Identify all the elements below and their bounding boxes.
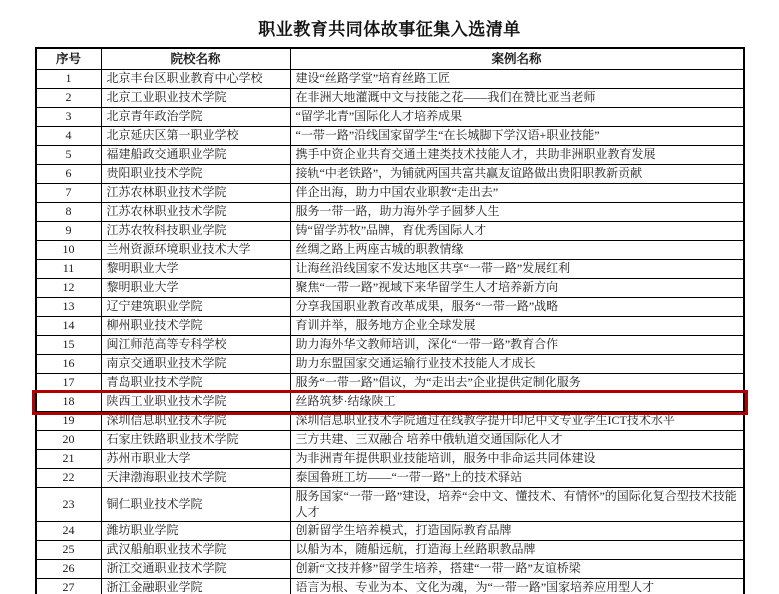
header-row: [36, 48, 744, 70]
table-row: [36, 146, 744, 165]
school-name: 陕西工业职业技术学院: [101, 393, 290, 412]
case-name: 分享我国职业教育改革成果，服务“一带一路”战略: [290, 298, 744, 317]
case-name: 让海丝沿线国家不发达地区共享“一带一路”发展红利: [290, 260, 744, 279]
row-number: 12: [36, 279, 102, 298]
school-name: 北京丰台区职业教育中心学校: [101, 70, 290, 89]
case-name: 服务国家“一带一路”建设，培养“会中文、懂技术、有情怀”的国际化复合型技术技能人才: [290, 488, 744, 522]
school-name: 江苏农林职业技术学院: [101, 184, 290, 203]
table-wrapper: [35, 47, 745, 594]
table-row: [36, 450, 744, 469]
table-row: [36, 579, 744, 594]
school-name: 福建船政交通职业学院: [101, 146, 290, 165]
row-number: 1: [36, 70, 102, 89]
case-name: 携手中资企业共育交通土建类技术技能人才，共助非洲职业教育发展: [290, 146, 744, 165]
row-number: 19: [36, 412, 102, 431]
row-number: 21: [36, 450, 102, 469]
school-name: 浙江交通职业技术学院: [101, 560, 290, 579]
table-row: [36, 541, 744, 560]
case-name: 创新留学生培养模式，打造国际教育品牌: [290, 522, 744, 541]
row-number: 4: [36, 127, 102, 146]
table-header: [36, 48, 744, 70]
table-row: [36, 431, 744, 450]
case-name: 铸“留学苏牧”品牌，育优秀国际人才: [290, 222, 744, 241]
page-title: 职业教育共同体故事征集入选清单: [258, 20, 521, 39]
column-header-case: 案例名称: [290, 48, 744, 70]
row-number: 17: [36, 374, 102, 393]
row-number: 27: [36, 579, 102, 594]
school-name: 黎明职业大学: [101, 260, 290, 279]
school-name: 浙江金融职业学院: [101, 579, 290, 594]
row-number: 9: [36, 222, 102, 241]
row-number: 10: [36, 241, 102, 260]
case-name: 接轨“中老铁路”，为铺就两国共富共赢友谊路做出贵阳职教新贡献: [290, 165, 744, 184]
school-name: 铜仁职业技术学院: [101, 488, 290, 522]
school-name: 石家庄铁路职业技术学院: [101, 431, 290, 450]
school-name: 江苏农牧科技职业学院: [101, 222, 290, 241]
table-row: [36, 279, 744, 298]
table-row: [36, 560, 744, 579]
table-row: [36, 469, 744, 488]
table-row: [36, 393, 744, 412]
school-name: 闽江师范高等专科学校: [101, 336, 290, 355]
row-number: 22: [36, 469, 102, 488]
case-name: 聚焦“一带一路”视域下来华留学生人才培养新方向: [290, 279, 744, 298]
row-number: 5: [36, 146, 102, 165]
case-name: 助力海外华文教师培训，深化“一带一路”教育合作: [290, 336, 744, 355]
school-name: 柳州职业技术学院: [101, 317, 290, 336]
case-name: 创新“文技并修”留学生培养，搭建“一带一路”友谊桥梁: [290, 560, 744, 579]
school-name: 江苏农林职业技术学院: [101, 203, 290, 222]
row-number: 14: [36, 317, 102, 336]
selection-table: [35, 47, 745, 594]
table-row: [36, 241, 744, 260]
case-name: 助力东盟国家交通运输行业技术技能人才成长: [290, 355, 744, 374]
school-name: 天津渤海职业技术学院: [101, 469, 290, 488]
case-name: 建设“丝路学堂”培育丝路工匠: [290, 70, 744, 89]
table-row: [36, 127, 744, 146]
school-name: 北京延庆区第一职业学校: [101, 127, 290, 146]
row-number: 18: [36, 393, 102, 412]
case-name: “一带一路”沿线国家留学生“在长城脚下学汉语+职业技能”: [290, 127, 744, 146]
row-number: 13: [36, 298, 102, 317]
table-row: [36, 89, 744, 108]
table-row: [36, 70, 744, 89]
school-name: 武汉船舶职业技术学院: [101, 541, 290, 560]
school-name: 苏州市职业大学: [101, 450, 290, 469]
row-number: 7: [36, 184, 102, 203]
case-name: 语言为根、专业为本、文化为魂，为“一带一路”国家培养应用型人才: [290, 579, 744, 594]
row-number: 26: [36, 560, 102, 579]
case-name: 以船为本，随船远航，打造海上丝路职教品牌: [290, 541, 744, 560]
row-number: 23: [36, 488, 102, 522]
table-row: [36, 203, 744, 222]
school-name: 北京工业职业技术学院: [101, 89, 290, 108]
table-row: [36, 522, 744, 541]
row-number: 20: [36, 431, 102, 450]
case-name: 育训并举，服务地方企业全球发展: [290, 317, 744, 336]
school-name: 南京交通职业技术学院: [101, 355, 290, 374]
school-name: 北京青年政治学院: [101, 108, 290, 127]
row-number: 6: [36, 165, 102, 184]
case-name: 服务“一带一路”倡议，为“走出去”企业提供定制化服务: [290, 374, 744, 393]
case-name: 深圳信息职业技术学院通过在线教学提升印尼中文专业学生ICT技术水平: [290, 412, 744, 431]
table-row: [36, 488, 744, 522]
row-number: 2: [36, 89, 102, 108]
case-name: 在非洲大地灌溉中文与技能之花——我们在赞比亚当老师: [290, 89, 744, 108]
table-row: [36, 374, 744, 393]
case-name: “留学北青”国际化人才培养成果: [290, 108, 744, 127]
case-name: 服务一带一路，助力海外学子圆梦人生: [290, 203, 744, 222]
table-row: [36, 336, 744, 355]
school-name: 辽宁建筑职业学院: [101, 298, 290, 317]
column-header-school: 院校名称: [101, 48, 290, 70]
school-name: 潍坊职业学院: [101, 522, 290, 541]
case-name: 三方共建、三双融合 培养中俄轨道交通国际化人才: [290, 431, 744, 450]
row-number: 15: [36, 336, 102, 355]
table-row: [36, 108, 744, 127]
table-row: [36, 260, 744, 279]
school-name: 青岛职业技术学院: [101, 374, 290, 393]
row-number: 16: [36, 355, 102, 374]
table-row: [36, 222, 744, 241]
table-row: [36, 298, 744, 317]
table-row: [36, 355, 744, 374]
table-row: [36, 165, 744, 184]
school-name: 深圳信息职业技术学院: [101, 412, 290, 431]
row-number: 8: [36, 203, 102, 222]
case-name: 泰国鲁班工坊——“一带一路”上的技术驿站: [290, 469, 744, 488]
case-name: 丝绸之路上两座古城的职教情缘: [290, 241, 744, 260]
school-name: 黎明职业大学: [101, 279, 290, 298]
school-name: 贵阳职业技术学院: [101, 165, 290, 184]
table-body: [36, 70, 744, 594]
table-row: [36, 412, 744, 431]
row-number: 3: [36, 108, 102, 127]
row-number: 25: [36, 541, 102, 560]
case-name: 丝路筑梦·结缘陕工: [290, 393, 744, 412]
column-header-no: 序号: [36, 48, 102, 70]
case-name: 伴企出海，助力中国农业职教“走出去”: [290, 184, 744, 203]
school-name: 兰州资源环境职业技术大学: [101, 241, 290, 260]
row-number: 11: [36, 260, 102, 279]
table-row: [36, 317, 744, 336]
case-name: 为非洲青年提供职业技能培训，服务中非命运共同体建设: [290, 450, 744, 469]
table-row: [36, 184, 744, 203]
row-number: 24: [36, 522, 102, 541]
